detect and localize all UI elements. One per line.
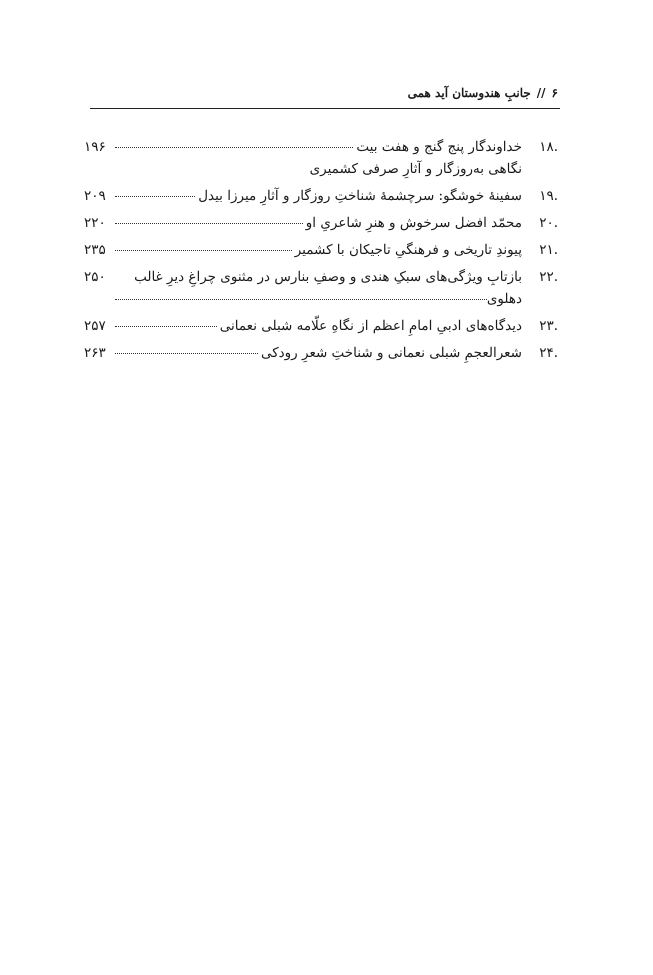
header-page-number: ۶ <box>551 86 558 100</box>
header-book-title: جانبِ هندوستان آید همی <box>407 86 531 100</box>
toc-entry <box>84 212 560 234</box>
toc-entry-title-continued: نگاهی به‌روزگار و آثارِ صرفی کشمیری <box>309 161 522 177</box>
toc-entry-page: ۲۶۳ <box>84 345 106 361</box>
header-separator: // <box>536 86 546 100</box>
dot-leader <box>115 249 292 251</box>
toc-entry-body <box>84 136 532 180</box>
toc-entry-body <box>84 342 532 364</box>
toc-entry-number: .۲۴ <box>539 345 558 361</box>
running-head <box>92 86 558 100</box>
toc-entry-title: سفینهٔ خوشگو: سرچشمهٔ شناختِ روزگار و آثارِ میرزا بیدل <box>198 188 522 204</box>
dot-leader <box>115 298 487 300</box>
toc-entry <box>84 342 560 364</box>
toc-entry-page: ۲۲۰ <box>84 215 106 231</box>
toc-entry-title-continued: دهلوی <box>486 291 522 307</box>
dot-leader <box>115 325 217 327</box>
table-of-contents <box>84 136 560 369</box>
toc-entry-number: .۲۲ <box>539 269 558 285</box>
toc-entry-title: پیوندِ تاریخی و فرهنگیِ تاجیکان با کشمیر <box>294 242 522 258</box>
toc-entry-page: ۲۰۹ <box>84 188 106 204</box>
dot-leader <box>115 352 258 354</box>
dot-leader <box>115 222 303 224</box>
toc-entry <box>84 136 560 180</box>
toc-entry-body <box>84 239 532 261</box>
toc-entry-body <box>84 185 532 207</box>
toc-entry <box>84 239 560 261</box>
toc-entry-number: .۲۳ <box>539 318 558 334</box>
header-rule <box>90 108 560 109</box>
toc-entry-page: ۲۵۷ <box>84 318 106 334</box>
toc-entry-number: .۱۸ <box>539 139 558 155</box>
dot-leader <box>115 195 195 197</box>
toc-entry-page: ۲۳۵ <box>84 242 106 258</box>
toc-entry-number: .۱۹ <box>539 188 558 204</box>
toc-entry-title: دیدگاه‌های ادبیِ امامِ اعظم از نگاهِ علّامه شبلی نعمانی <box>219 318 522 334</box>
toc-entry-page: ۲۵۰ <box>84 269 106 285</box>
toc-entry-title: محمّد افضل سرخوش و هنرِ شاعریِ او <box>305 215 522 231</box>
toc-entry-page: ۱۹۶ <box>84 139 106 155</box>
toc-entry-number: .۲۱ <box>539 242 558 258</box>
toc-entry <box>84 266 560 310</box>
toc-entry-number: .۲۰ <box>539 215 558 231</box>
toc-entry-body <box>84 212 532 234</box>
toc-entry-title: خداوندگار پنج گنج و هفت بیت <box>356 139 522 155</box>
toc-entry-title: بازتابِ ویژگی‌های سبکِ هندی و وصفِ بنارس در مثنوی چراغِ دیرِ غالب <box>134 269 522 285</box>
toc-entry-title: شعرالعجمِ شبلی نعمانی و شناختِ شعرِ رودکی <box>260 345 522 361</box>
dot-leader <box>115 146 353 148</box>
toc-entry-body <box>84 266 532 310</box>
toc-entry-body <box>84 315 532 337</box>
toc-entry <box>84 185 560 207</box>
toc-entry <box>84 315 560 337</box>
